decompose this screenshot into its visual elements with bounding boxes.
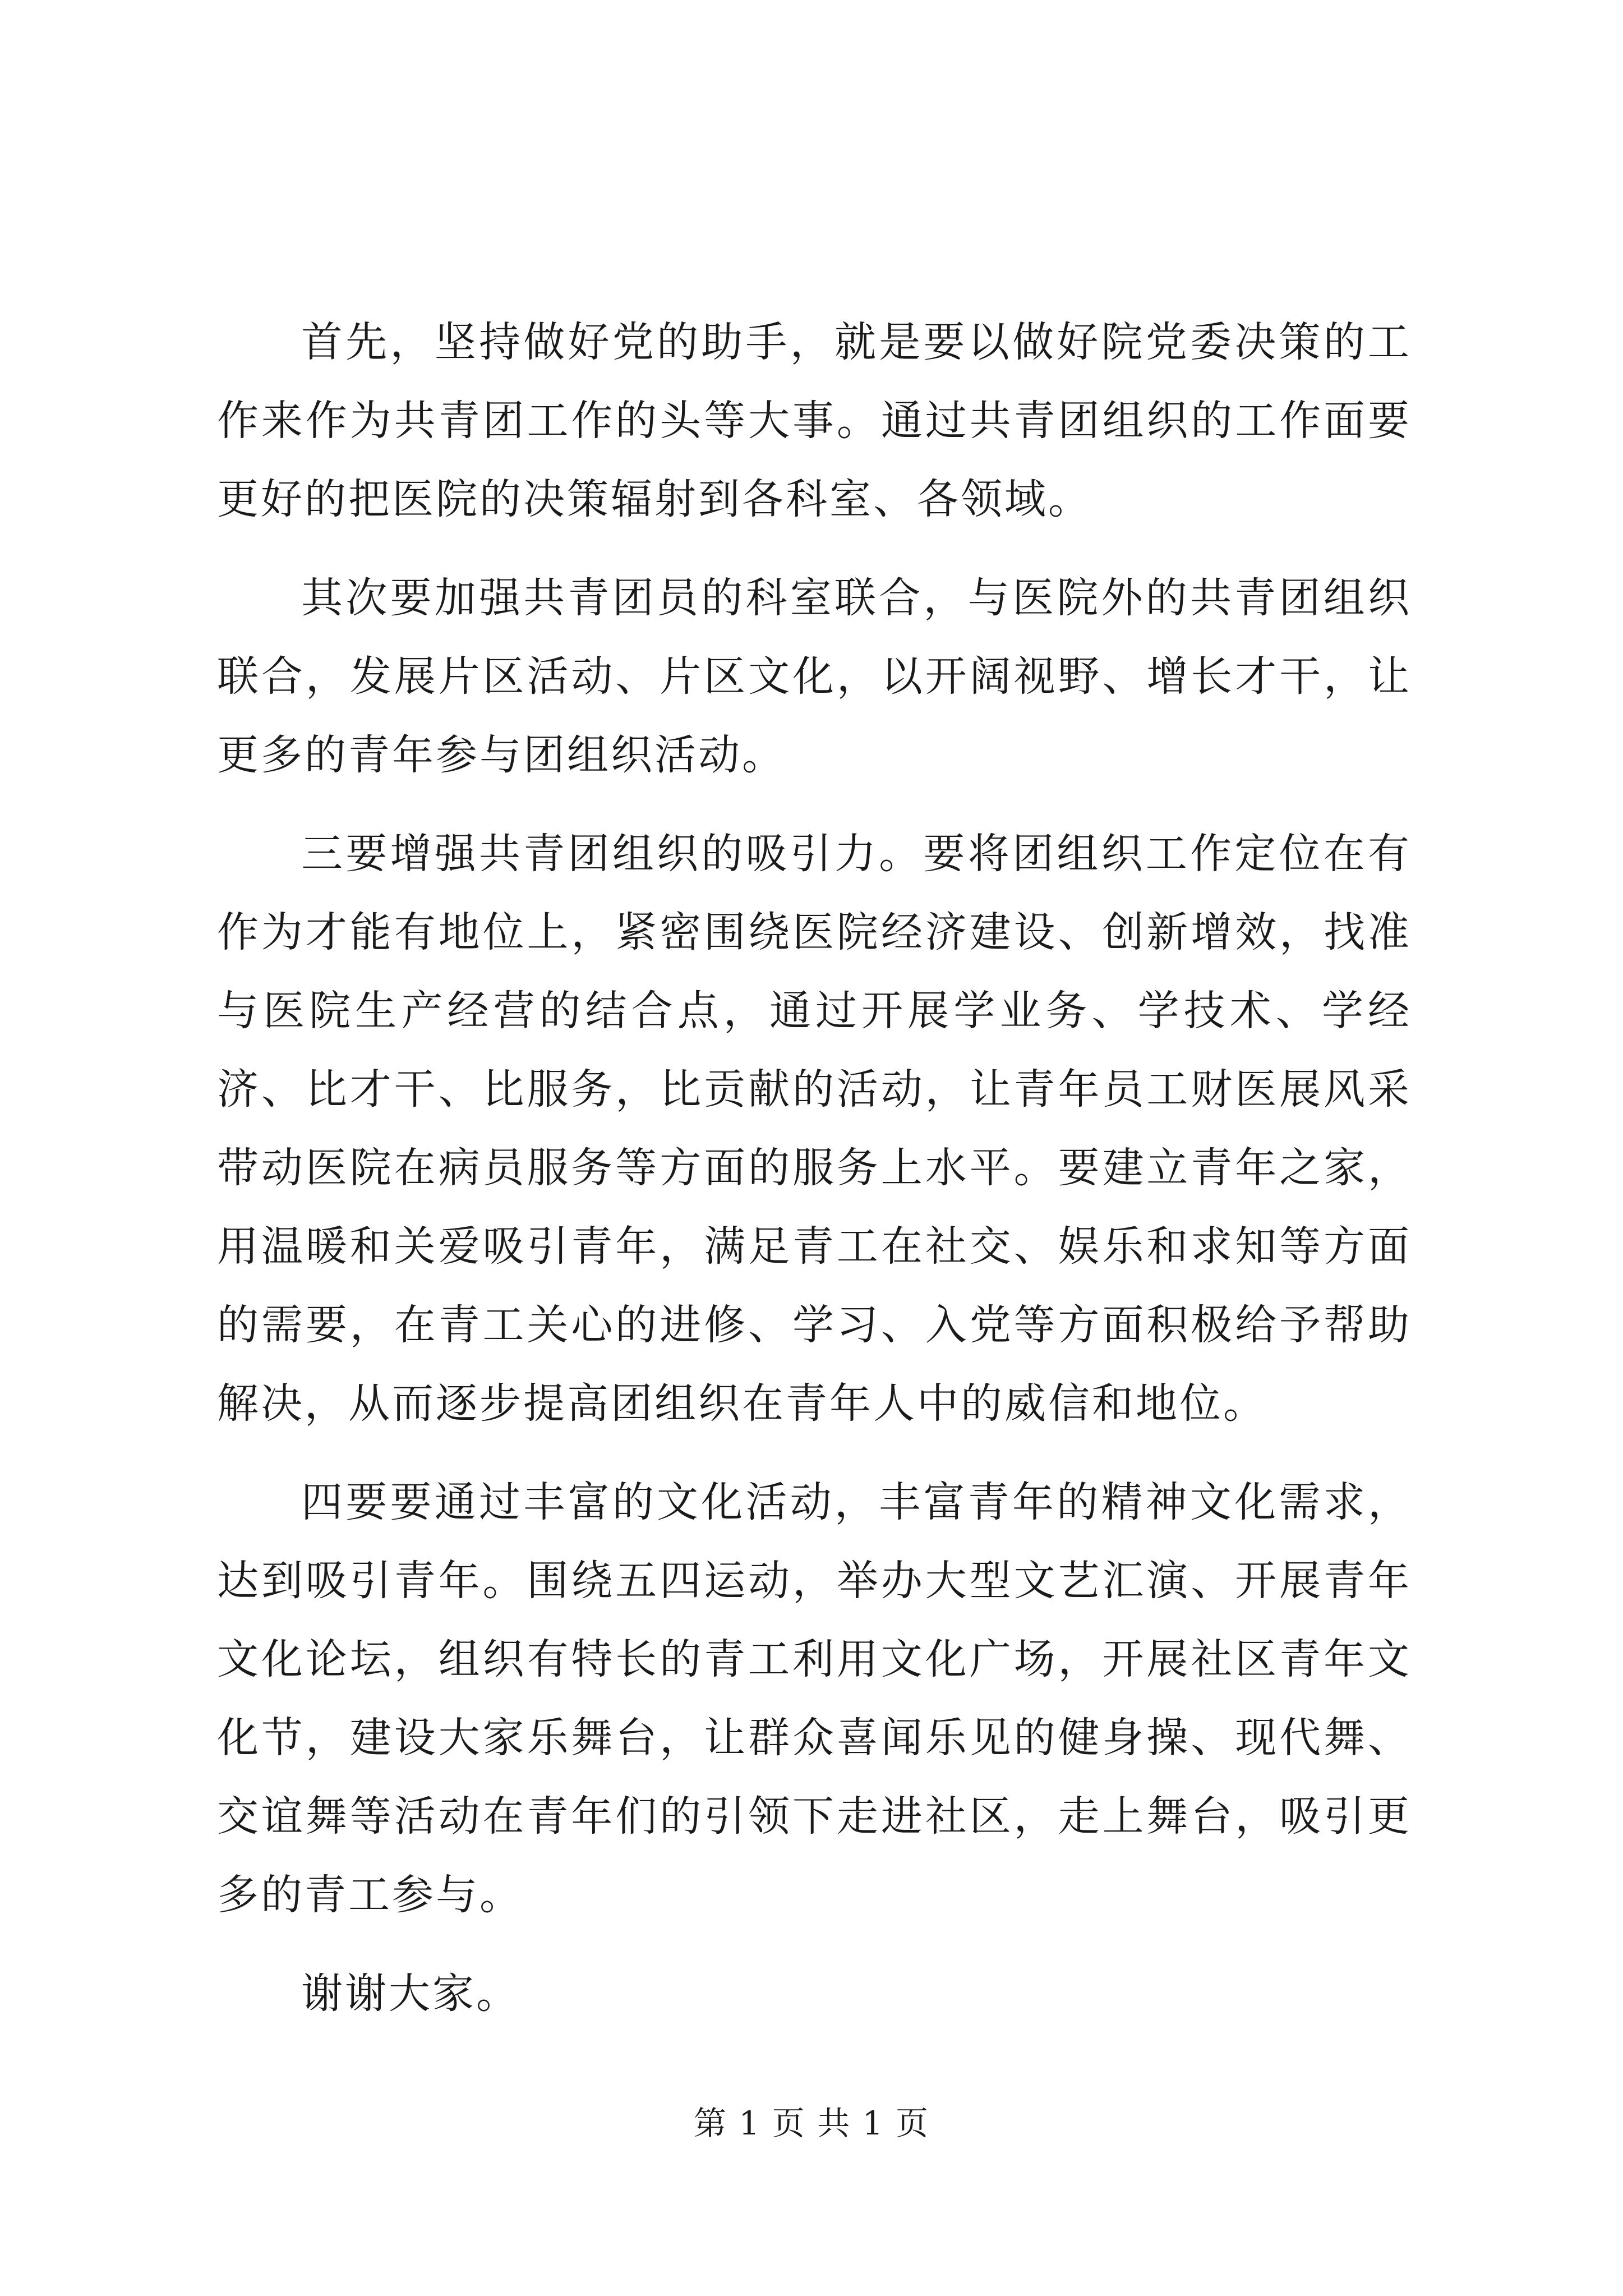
paragraph-4: 四要要通过丰富的文化活动，丰富青年的精神文化需求，达到吸引青年。围绕五四运动，举办大型文艺汇演、开展青年文化论坛，组织有特长的青工利用文化广场，开展社区青年文化节，建设大家乐舞台，让群众喜闻乐见的健身操、现代舞、交谊舞等活动在青年们的引领下走进社区，走上舞台，吸引更多的青工参与。 xyxy=(217,1478,1412,1919)
paragraph-5: 谢谢大家。 xyxy=(301,1970,520,2018)
paragraph-1: 首先，坚持做好党的助手，就是要以做好院党委决策的工作来作为共青团工作的头等大事。通过共青团组织的工作面要更好的把医院的决策辐射到各科室、各领域。 xyxy=(217,318,1412,523)
document-body xyxy=(217,303,1412,2053)
page-number-label: 第 1 页 共 1 页 xyxy=(694,2104,929,2142)
paragraph-2: 其次要加强共青团员的科室联合，与医院外的共青团组织联合，发展片区活动、片区文化，以开阔视野、增长才干，让更多的青年参与团组织活动。 xyxy=(217,574,1412,779)
page-footer xyxy=(0,2101,1623,2146)
paragraph-3: 三要增强共青团组织的吸引力。要将团组织工作定位在有作为才能有地位上，紧密围绕医院经济建设、创新增效，找准与医院生产经营的结合点，通过开展学业务、学技术、学经济、比才干、比服务，比贡献的活动，让青年员工财医展风采带动医院在病员服务等方面的服务上水平。要建立青年之家，用温暖和关爱吸引青年，满足青工在社交、娱乐和求知等方面的需要，在青工关心的进修、学习、入党等方面积极给予帮助解决，从而逐步提高团组织在青年人中的威信和地位。 xyxy=(217,830,1412,1428)
